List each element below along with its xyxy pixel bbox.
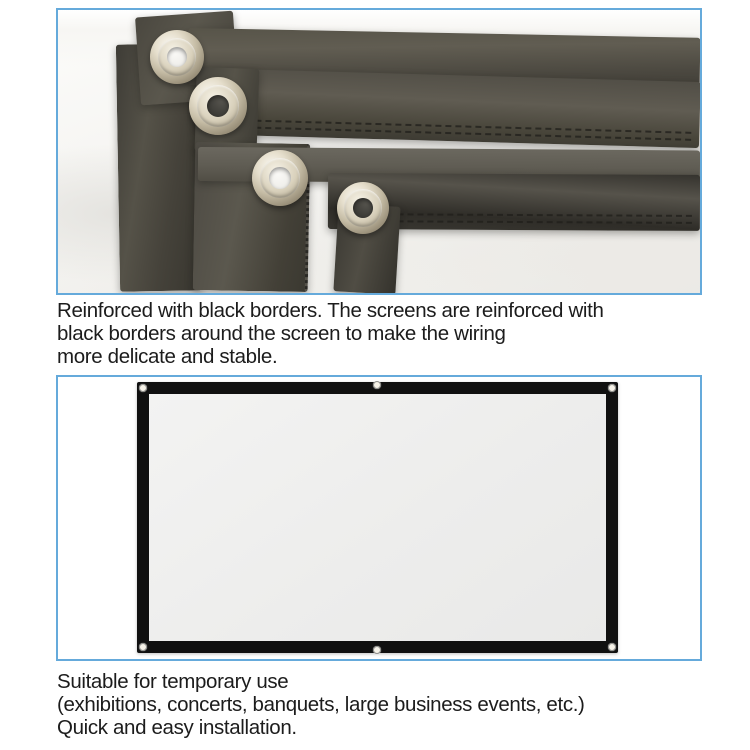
caption-line: (exhibitions, concerts, banquets, large business events, etc.): [57, 693, 585, 716]
mounting-grommet-dot: [608, 384, 616, 392]
screen-surface: [149, 394, 606, 641]
product-photo-grommet-corners: [56, 8, 702, 295]
mounting-grommet-dot: [139, 643, 147, 651]
caption-line: Suitable for temporary use: [57, 670, 289, 693]
grommet: [189, 77, 247, 135]
caption-line: Quick and easy installation.: [57, 716, 297, 739]
caption-line: more delicate and stable.: [57, 345, 278, 368]
black-border-strip: [195, 68, 701, 148]
caption-reinforced-borders: [57, 299, 604, 368]
caption-line: Reinforced with black borders. The screens are reinforced with: [57, 299, 604, 322]
grommet: [337, 182, 389, 234]
mounting-grommet-dot: [373, 381, 381, 389]
grommet: [252, 150, 308, 206]
mounting-grommet-dot: [139, 384, 147, 392]
grommet: [150, 30, 204, 84]
mounting-grommet-dot: [373, 646, 381, 654]
screen-front-diagram: [56, 375, 702, 661]
caption-temporary-use: [57, 670, 585, 739]
caption-line: black borders around the screen to make the wiring: [57, 322, 506, 345]
screen-black-border: [137, 382, 618, 653]
mounting-grommet-dot: [608, 643, 616, 651]
